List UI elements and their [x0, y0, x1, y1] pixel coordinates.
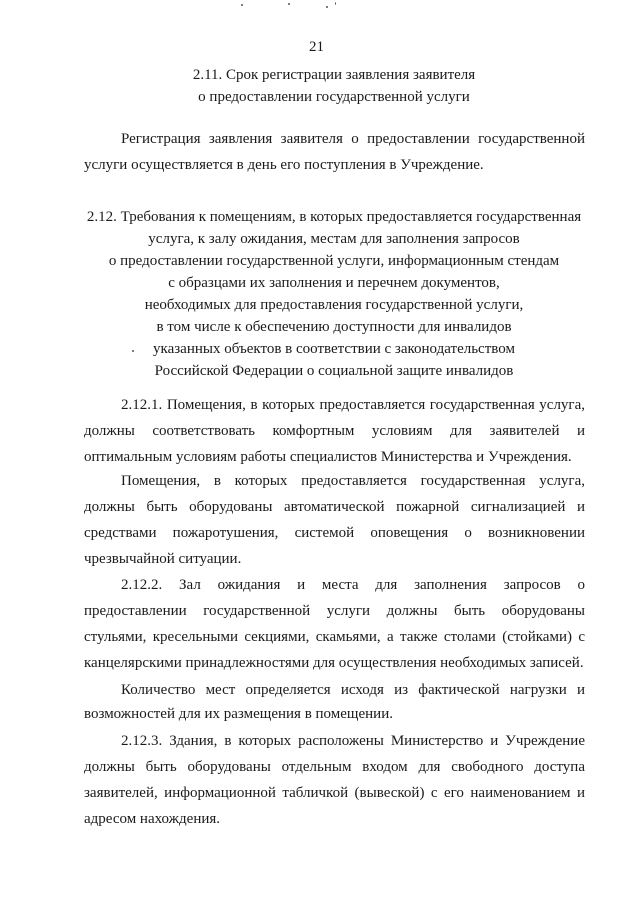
scan-speck: [326, 6, 328, 8]
page-number: 21: [309, 39, 324, 55]
section-2-11-heading: [60, 64, 608, 108]
heading-line: с образцами их заполнения и перечнем документов,: [168, 275, 500, 291]
heading-line: услуга, к залу ожидания, местам для заполнения запросов: [148, 231, 520, 247]
scan-speck: [241, 4, 243, 6]
heading-line: 2.12. Требования к помещениям, в которых предоставляется государственная: [86, 209, 582, 225]
section-2-12-1-paragraph: 2.12.1. Помещения, в которых предоставляется государственная услуга, должны соответствовать комфортным условиям для заявителей и оптимальным условиям работы специалистов Министерства и Учреждения.: [84, 397, 585, 465]
section-2-12-3-paragraph: 2.12.3. Здания, в которых расположены Министерство и Учреждение должны быть оборудованы отдельным входом для свободного доступа заявителей, информационной табличкой (вывеской) с его наименованием и адресом нахождения.: [84, 733, 585, 827]
heading-line: необходимых для предоставления государственной услуги,: [144, 297, 524, 313]
section-2-12-2-paragraph: 2.12.2. Зал ожидания и места для заполнения запросов о предоставлении государственной услуги должны быть оборудованы стульями, кресельными секциями, скамьями, а также столами (стойками) с канцелярскими принадлежностями для осуществления необходимых записей.: [84, 577, 585, 671]
premises-equipment-paragraph: Помещения, в которых предоставляется государственная услуга, должны быть оборудованы автоматической пожарной сигнализацией и средствами пожаротушения, системой оповещения о возникновении чрезвычайной ситуации.: [84, 473, 585, 567]
heading-line: в том числе к обеспечению доступности для инвалидов: [156, 319, 512, 335]
heading-line: о предоставлении государственной услуги, информационным стендам: [108, 253, 560, 269]
section-2-11-paragraph: Регистрация заявления заявителя о предоставлении государственной услуги осуществляется в день его поступления в Учреждение.: [84, 131, 585, 173]
section-2-12-heading: [60, 206, 608, 382]
heading-line: указанных объектов в соответствии с законодательством: [153, 341, 515, 357]
heading-line: 2.11. Срок регистрации заявления заявителя: [192, 67, 476, 83]
scan-speck: [288, 3, 290, 5]
heading-line: о предоставлении государственной услуги: [198, 89, 470, 105]
scan-speck: [335, 2, 336, 5]
heading-line: Российской Федерации о социальной защите инвалидов: [154, 363, 514, 379]
seat-count-paragraph: Количество мест определяется исходя из фактической нагрузки и возможностей для их размещения в помещении.: [84, 682, 585, 722]
